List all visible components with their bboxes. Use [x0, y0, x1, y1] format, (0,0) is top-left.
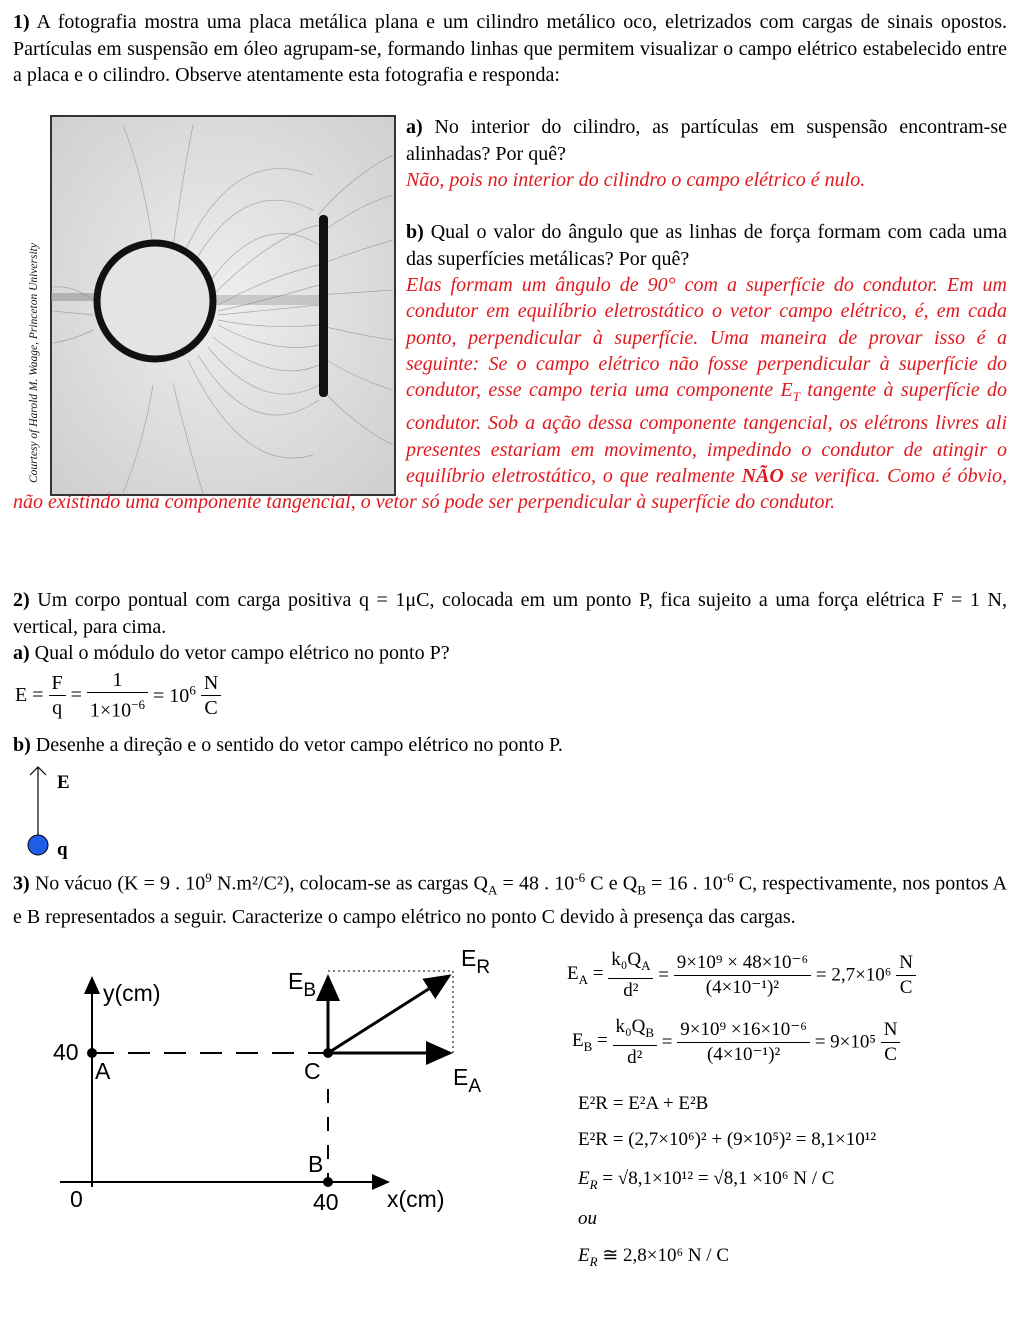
point-a-dot — [87, 1048, 97, 1058]
q3-text-6: C, respectivamente, nos pontos A e B representados a seguir. Caracterize o campo elétrico no ponto C devido à presença das cargas. — [13, 872, 1008, 929]
q3-statement — [13, 865, 1007, 931]
eb-num2: 9×10⁹ ×16×10⁻⁶ — [677, 1018, 810, 1043]
photo-wrap-spacer — [13, 272, 406, 482]
eb-frac-1 — [613, 1015, 658, 1070]
eb-result: = 9×10⁵ — [814, 1031, 876, 1053]
charge-dot — [28, 835, 48, 855]
q1-a-label: a) — [406, 116, 423, 138]
eq-frac-value — [87, 668, 148, 723]
q3-qb-sub: B — [637, 882, 646, 898]
eb-frac-2 — [677, 1018, 810, 1067]
q3-number: 3) — [13, 872, 30, 895]
q3-qb-exp: -6 — [722, 870, 734, 885]
et-subscript: T — [792, 389, 800, 405]
ea-num: $k_0Q_A$ — [608, 948, 653, 979]
q1-b-question: Qual o valor do ângulo que as linhas de força formam com cada uma das superfícies metálicas? Por quê? — [406, 221, 1008, 270]
q3-diagram — [45, 945, 515, 1225]
q3-qa-exp: -6 — [574, 870, 586, 885]
eq-one: 1 — [87, 668, 148, 693]
q1-part-b — [406, 219, 1007, 272]
eq-unit-n: N — [201, 671, 221, 696]
q1-b-answer-3: se verifica. Como é óbvio, não existindo uma componente tangencial, o vetor só pode ser perpendicular à superfície do condutor. — [13, 465, 1008, 514]
x-tick-40: 40 — [313, 1189, 339, 1215]
point-b-label: B — [308, 1151, 324, 1177]
ea-frac-1 — [608, 948, 653, 1003]
calc-ea: $E_A$ = $\frac{k_0Q_A}{\text{d²}}$ = $\frac{\text{9×10⁹ × 48×10⁻⁶}}{\text{(4×10⁻¹)²}}$ = 2,7×10⁶ $\frac{N}{C}$ — [567, 948, 916, 1003]
q2-a-question: Qual o módulo do vetor campo elétrico no ponto P? — [34, 642, 450, 664]
point-c-dot — [323, 1048, 333, 1058]
point-b-dot — [323, 1177, 333, 1187]
eb-num: $k_0Q_B$ — [613, 1015, 658, 1046]
q2-statement — [13, 587, 1007, 640]
ea-unit: $\frac{N}{C}$ — [896, 951, 916, 1000]
calc-line5: $E_R = √8,1\times 10^{12} = √8,1 \times 10^6$ N / C — [578, 1168, 835, 1192]
q3-text-2: N.m²/C²), colocam-se as cargas Q — [216, 872, 488, 895]
x-axis-label: x(cm) — [387, 1186, 445, 1212]
q1-statement — [13, 9, 1007, 89]
photo-credit: Courtesy of Harold M. Waage, Princeton University — [28, 243, 40, 483]
ea-label: $E_A$ — [453, 1064, 482, 1097]
calc-ou: ou — [578, 1208, 597, 1229]
eq-unit — [201, 671, 221, 720]
q3-k-exp: 9 — [205, 870, 212, 885]
eb-den2: (4×10⁻¹)² — [706, 1043, 781, 1065]
ea-den2: (4×10⁻¹)² — [705, 976, 780, 998]
eq-q: q — [52, 696, 63, 719]
q1-a-answer: Não, pois no interior do cilindro o campo elétrico é nulo. — [406, 169, 866, 191]
q3-text-5: = 16 . 10 — [651, 872, 723, 895]
q1-part-a — [406, 114, 1007, 194]
et-symbol: E — [780, 379, 793, 402]
eq-unit-c: C — [204, 696, 218, 719]
calc-line6: $E_R$ ≅ 2,8×10⁶ N / C — [578, 1245, 729, 1269]
ea-result: = 2,7×10⁶ — [815, 964, 892, 986]
eq-f: F — [49, 671, 66, 696]
point-a-label: A — [95, 1058, 111, 1084]
q2-a-label: a) — [13, 642, 30, 664]
ea-den: d² — [623, 979, 639, 1001]
q1-b-answer-2: tangente à superfície do condutor. Sob a ação dessa componente tangencial, os elétrons livres ali presentes estariam em movimento, impedindo o condutor de atingir o equilíbrio eletrostático, o que realmente — [406, 379, 1008, 488]
q1-b-label: b) — [406, 221, 424, 243]
er-label: $E_R$ — [461, 945, 491, 978]
q1-b-answer-1: Elas formam um ângulo de 90° com a superfície do condutor. Em um condutor em equilíbrio eletrostático o vetor campo elétrico, é, em cada ponto, perpendicular à superfície. Uma maneira de provar isso é a seguinte: Se o campo elétrico não fosse perpendicular à superfície do condutor, esse campo teria uma componente — [406, 274, 1007, 402]
y-tick-40: 40 — [53, 1039, 79, 1065]
ea-frac-2 — [674, 951, 811, 1000]
q2-statement-text: Um corpo pontual com carga positiva q = 1μC, colocada em um ponto P, fica sujeito a uma força elétrica F = 1 N, vertical, para cima. — [13, 589, 1007, 638]
eb-lhs: $E_B$ = — [572, 1030, 608, 1054]
q2-number: 2) — [13, 589, 30, 611]
q2-b-question: Desenhe a direção e o sentido do vetor campo elétrico no ponto P. — [35, 734, 563, 756]
eq-result: = $10^6$ — [153, 682, 196, 708]
vector-er — [328, 976, 449, 1053]
eq-equals: = — [70, 683, 82, 706]
ea-lhs: $E_A$ = — [567, 963, 604, 987]
calc-eb: $E_B$ = $\frac{k_0Q_B}{\text{d²}}$ = $\frac{\text{9×10⁹ ×16×10⁻⁶}}{\text{(4×10⁻¹)²}}$ = 9×10⁵ $\frac{N}{C}$ — [572, 1015, 900, 1070]
q1-b-answer-nao: NÃO — [741, 465, 784, 488]
y-axis-label: y(cm) — [103, 980, 161, 1006]
q2-part-b — [13, 732, 1007, 759]
q3-text-1: No vácuo (K = 9 . 10 — [34, 872, 206, 895]
charge-q-label: q — [57, 839, 68, 860]
eq-den: $1\times 10^{-6}$ — [89, 697, 146, 722]
q1-b-answer — [13, 272, 1007, 516]
eq-frac-fq — [49, 671, 66, 720]
q3-text-4: C e Q — [590, 872, 638, 895]
q2-part-a — [13, 640, 1007, 667]
calc-line3: E²R = E²A + E²B — [578, 1093, 709, 1114]
q1-statement-text: A fotografia mostra uma placa metálica plana e um cilindro metálico oco, eletrizados com cargas de sinais opostos. Partículas em suspensão em óleo agrupam-se, formando linhas que permitem visualizar o campo elétrico estabelecido entre a placa e o cilindro. Observe atentamente esta fotografia e responda: — [13, 11, 1007, 86]
q1-number: 1) — [13, 11, 30, 33]
calc-line4: E²R = (2,7×10⁶)² + (9×10⁵)² = 8,1×10¹² — [578, 1129, 877, 1150]
q2-b-label: b) — [13, 734, 31, 756]
vector-e-label: E — [57, 772, 70, 793]
field-vector-diagram — [20, 762, 100, 862]
eq-lhs: E = — [15, 683, 44, 706]
q3-text-3: = 48 . 10 — [502, 872, 575, 895]
eb-unit: $\frac{N}{C}$ — [881, 1018, 901, 1067]
q2-equation — [15, 668, 221, 723]
point-c-label: C — [304, 1058, 321, 1084]
q1-a-question: No interior do cilindro, as partículas em suspensão encontram-se alinhadas? Por quê? — [406, 116, 1007, 165]
q3-qa-sub: A — [487, 882, 498, 898]
ea-num2: 9×10⁹ × 48×10⁻⁶ — [674, 951, 811, 976]
origin-label: 0 — [70, 1186, 83, 1212]
eb-label: $E_B$ — [288, 968, 317, 1001]
eb-den: d² — [627, 1046, 643, 1068]
